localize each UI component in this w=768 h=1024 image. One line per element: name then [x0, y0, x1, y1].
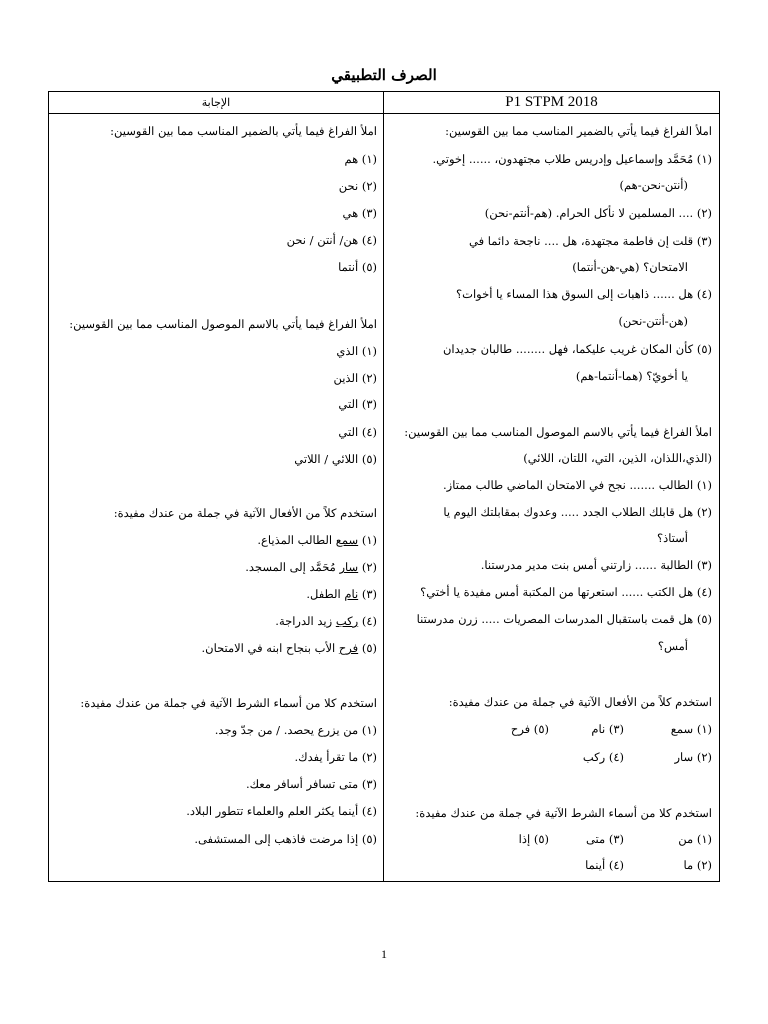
a3-num: (١) [361, 533, 377, 547]
q3-verb: (٥) فرح [510, 722, 549, 736]
q1-item: (٥) كأن المكان غريب عليكما، فهل ........ طالبان جديدان [442, 342, 712, 356]
a4-item: (٤) أينما يكثر العلم والعلماء تتطور البلاد. [186, 804, 377, 818]
q2-item: (٢) هل قابلك الطلاب الجدد ..... وعدوك بمقابلتك اليوم يا [443, 505, 712, 519]
a3-rest: زيد الدراجة. [275, 614, 333, 628]
page-number: 1 [381, 947, 387, 961]
q3-row [583, 749, 712, 765]
a3-rest: الطفل. [306, 587, 341, 601]
a2-item: (٥) اللائي / اللاتي [294, 452, 377, 466]
a3-instruction: استخدم كلاً من الأفعال الآتية في جملة من عندك مفيدة: [113, 506, 377, 520]
q4-word: (٥) إذا [518, 832, 549, 846]
q4-row [585, 857, 712, 873]
q2-item: (٣) الطالبة ...... زارتني أمس بنت مدير مدرستنا. [480, 558, 712, 572]
page-title: الصرف التطبيقي [331, 66, 437, 84]
q2-item: (٥) هل قمت باستقبال المدرسات المصريات ..... زرن مدرستنا [416, 612, 712, 626]
a1-item: (٥) أنتما [338, 260, 377, 274]
q1-item: يا أخويّ؟ (هما-أنتما-هم) [575, 369, 688, 383]
q2-item: أستاذ؟ [656, 531, 688, 545]
a4-item: (٢) ما تقرأ يفدك. [294, 750, 377, 764]
a3-num: (٢) [361, 560, 377, 574]
a1-instruction: املأ الفراغ فيما يأتي بالضمير المناسب مما بين القوسين: [110, 124, 377, 138]
a1-item: (٤) هن/ أنتن / نحن [286, 233, 377, 247]
q3-verb: (٣) نام [591, 722, 624, 736]
q4-row [519, 831, 712, 847]
q2-item: (١) الطالب ....... نجح في الامتحان الماضي طالب ممتاز. [443, 478, 712, 492]
q1-item: (٤) هل ...... ذاهبات إلى السوق هذا المساء يا أخوات؟ [456, 287, 712, 301]
q1-item: (١) مُحَمَّد وإسماعيل وإدريس طلاب مجتهدون، ...... إخوتي. [432, 152, 712, 166]
a2-item: (٣) التي [338, 397, 377, 411]
column-divider [383, 91, 384, 882]
a1-item: (٢) نحن [338, 179, 377, 193]
q1-instruction: املأ الفراغ فيما يأتي بالضمير المناسب مما بين القوسين: [445, 124, 712, 138]
a2-item: (٤) التي [338, 425, 377, 439]
a3-verb: فرح [338, 641, 359, 655]
a3-item [275, 613, 377, 629]
q1-item: الامتحان؟ (هي-هن-أنتما) [572, 260, 688, 274]
q1-item: (هن-أنتن-نحن) [618, 314, 688, 328]
q3-instruction: استخدم كلاً من الأفعال الآتية في جملة من عندك مفيدة: [448, 695, 712, 709]
a3-verb: سار [339, 560, 359, 574]
a4-instruction: استخدم كلا من أسماء الشرط الآتية في جملة من عندك مفيدة: [80, 696, 377, 710]
a4-item: (١) من يزرع يحصد. / من جدّ وجد. [214, 723, 377, 737]
a3-num: (٣) [361, 587, 377, 601]
a2-item: (١) الذي [336, 344, 377, 358]
a3-rest: الطالب المذياع. [257, 533, 333, 547]
a4-item: (٥) إذا مرضت فاذهب إلى المستشفى. [194, 832, 377, 846]
a3-rest: مُحَمَّد إلى المسجد. [245, 560, 336, 574]
a1-item: (٣) هي [342, 206, 377, 220]
q2-item: أمس؟ [657, 639, 688, 653]
q4-instruction: استخدم كلا من أسماء الشرط الآتية في جملة من عندك مفيدة: [415, 806, 712, 820]
a3-item [257, 532, 377, 548]
exam-header: P1 STPM 2018 [505, 94, 598, 110]
q3-row [511, 721, 712, 737]
a3-item [306, 586, 377, 602]
answers-header: الإجابة [201, 96, 231, 109]
q4-word: (١) من [678, 832, 712, 846]
a3-rest: الأب بنجاح ابنه في الامتحان. [201, 641, 336, 655]
q2-options: (الذي،اللذان، الذين، التي، اللتان، اللائي) [523, 451, 712, 465]
q1-item: (٣) قلت إن فاطمة مجتهدة، هل .... ناجحة دائما في [469, 234, 712, 248]
q1-item: (٢) .... المسلمين لا نأكل الحرام. (هم-أنتم-نحن) [484, 206, 712, 220]
a3-verb: ركب [335, 614, 359, 628]
a3-verb: سمع [335, 533, 359, 547]
a3-item [245, 559, 377, 575]
a3-num: (٥) [361, 641, 377, 655]
q3-verb: (٤) ركب [582, 750, 624, 764]
q1-item: (أنتن-نحن-هم) [619, 178, 688, 192]
q3-verb: (١) سمع [670, 722, 712, 736]
header-rule [48, 113, 720, 114]
a2-item: (٢) الذين [333, 371, 377, 385]
a1-item: (١) هم [344, 152, 377, 166]
q2-instruction: املأ الفراغ فيما يأتي بالاسم الموصول المناسب مما بين القوسين: [404, 425, 712, 439]
q2-item: (٤) هل الكتب ...... استعرتها من المكتبة أمس مفيدة يا أختي؟ [420, 585, 712, 599]
q4-word: (٢) ما [683, 858, 712, 872]
a4-item: (٣) متى تسافر أسافر معك. [245, 777, 377, 791]
q3-verb: (٢) سار [674, 750, 712, 764]
a2-instruction: املأ الفراغ فيما يأتي بالاسم الموصول المناسب مما بين القوسين: [69, 317, 377, 331]
a3-item [201, 640, 377, 656]
a3-num: (٤) [361, 614, 377, 628]
q4-word: (٣) متى [585, 832, 624, 846]
q4-word: (٤) أينما [585, 858, 624, 872]
a3-verb: نام [344, 587, 359, 601]
